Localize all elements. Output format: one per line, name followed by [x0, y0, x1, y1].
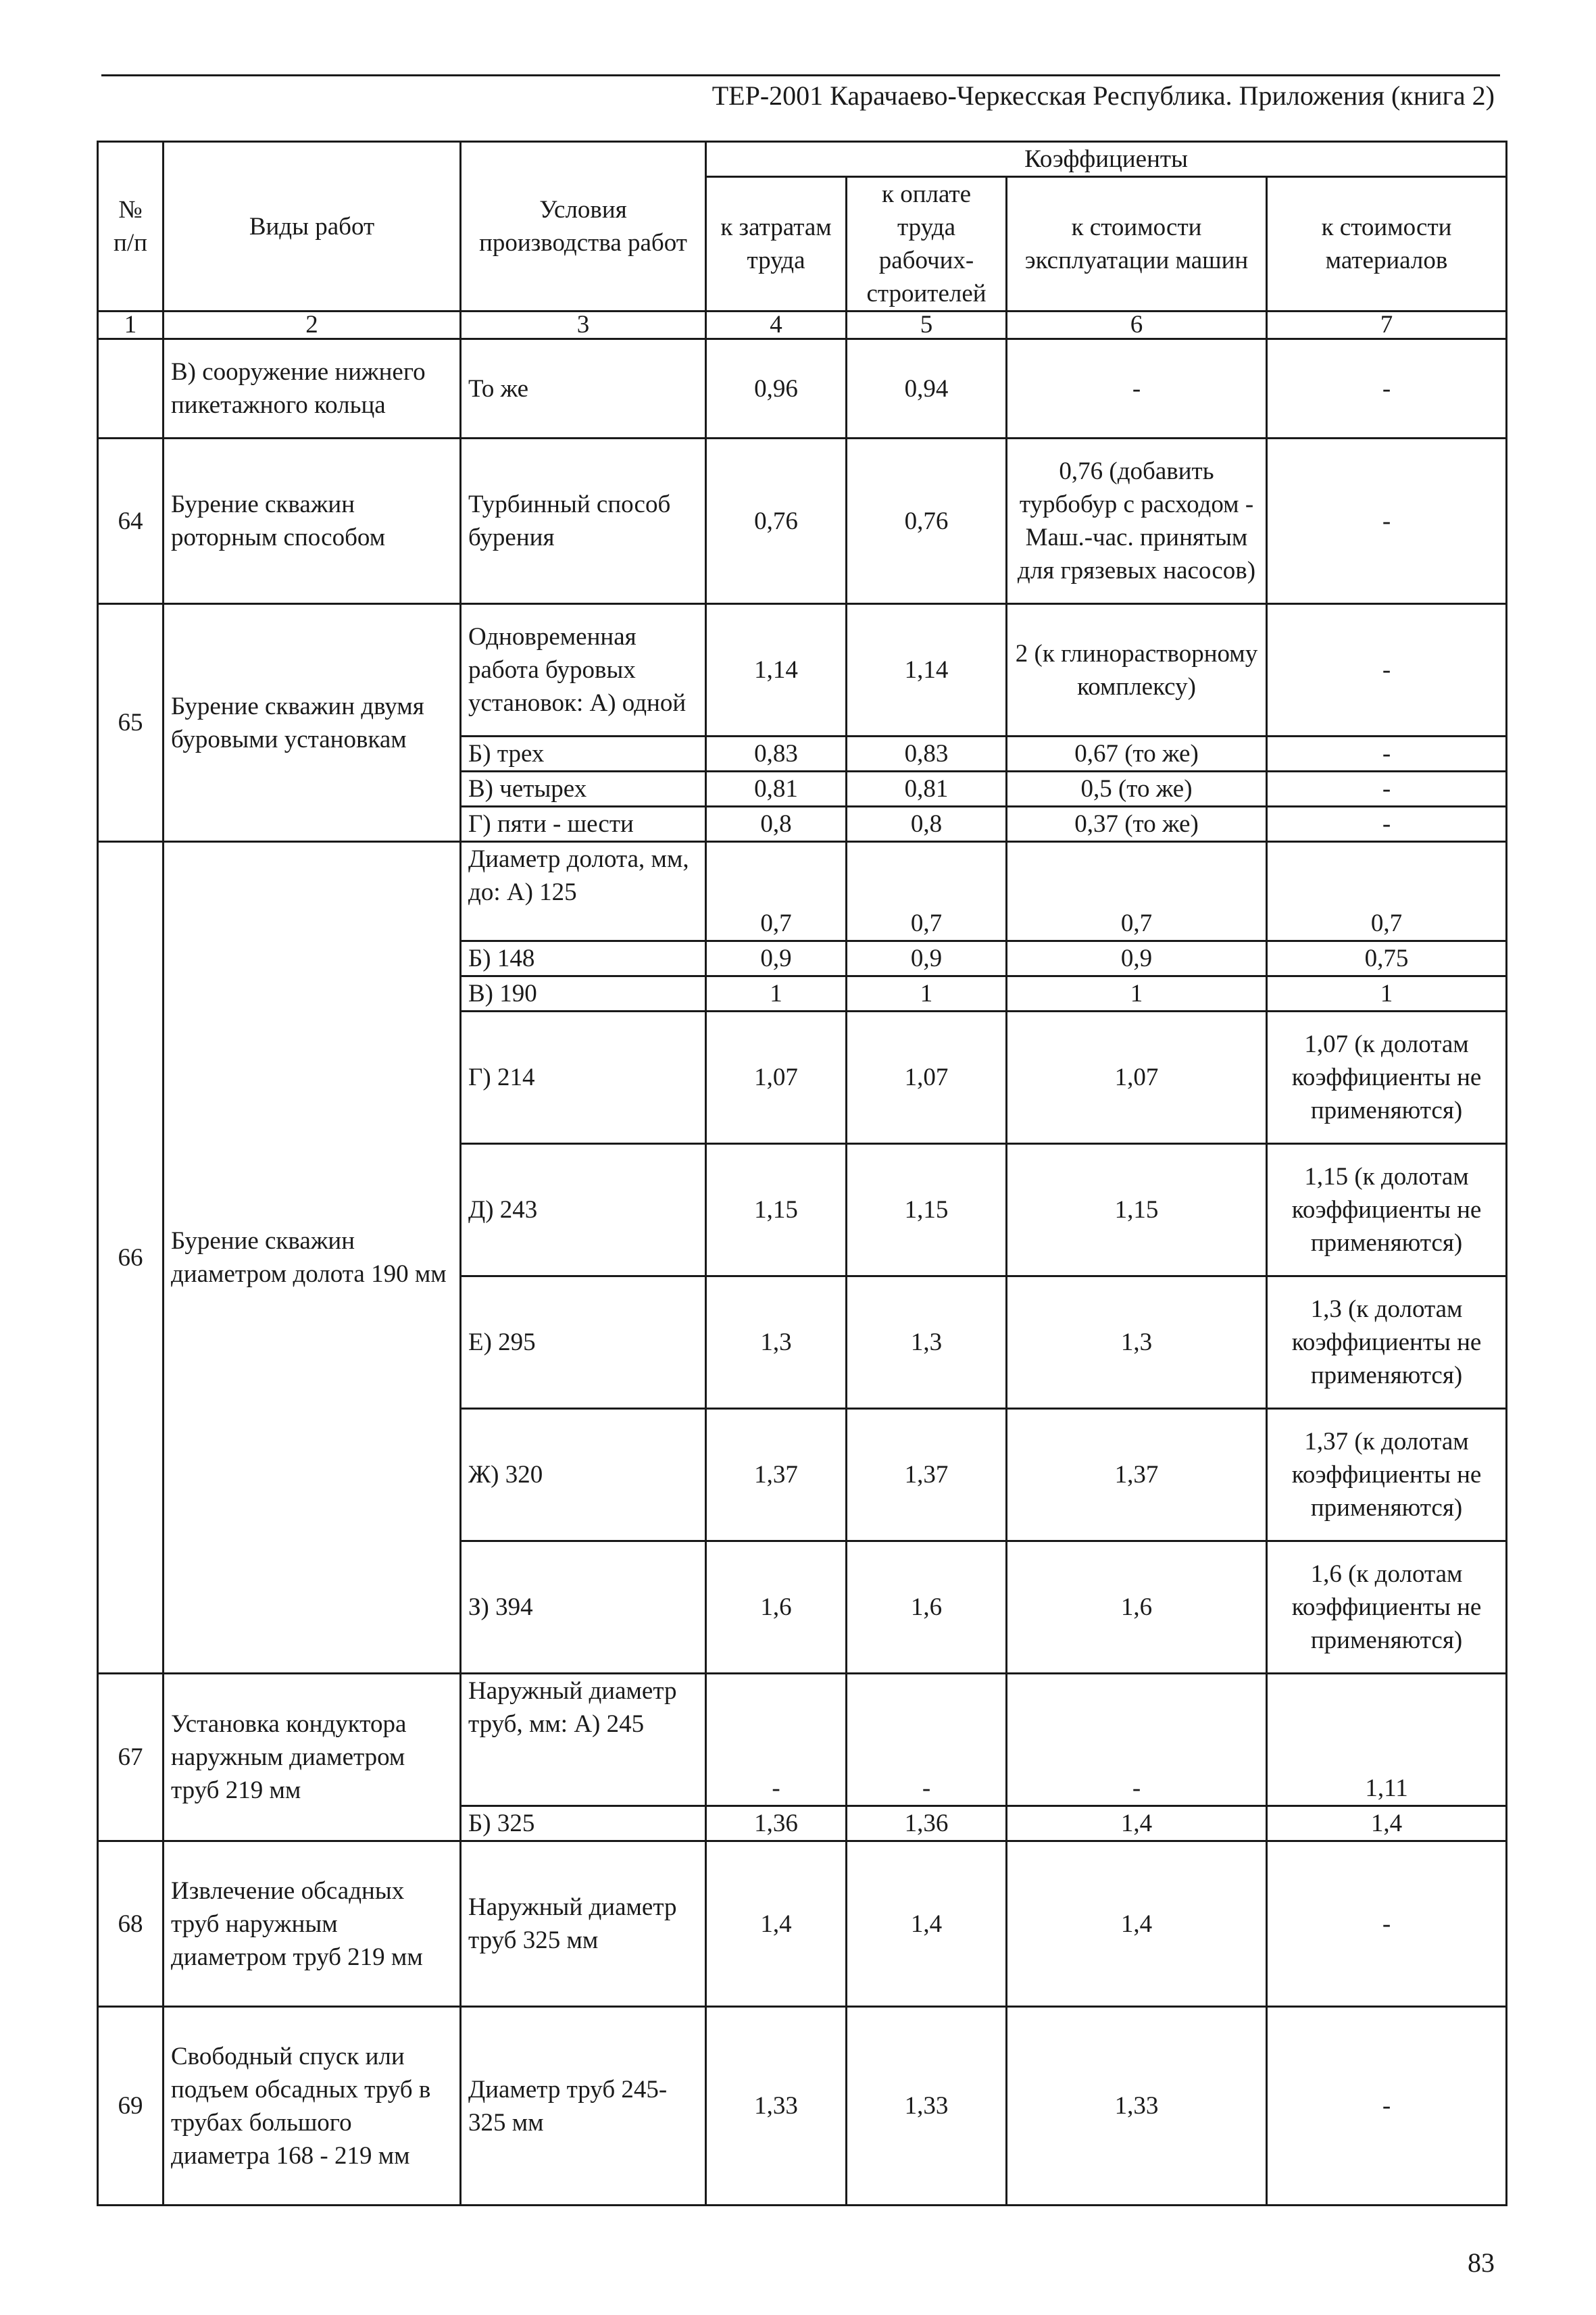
coef-wages: 0,76 [847, 439, 1007, 604]
header-rule [101, 74, 1500, 76]
work-type: Бурение скважин диаметром долота 190 мм [164, 842, 461, 1674]
coef-wages: 1,14 [847, 604, 1007, 737]
coef-wages: 1,3 [847, 1276, 1007, 1409]
header-row-1 [98, 142, 1507, 177]
table-row [98, 2007, 1507, 2206]
conditions: Ж) 320 [461, 1409, 706, 1541]
column-number-row [98, 312, 1507, 339]
coef-materials: 1,3 (к долотам коэффициенты не применяются) [1267, 1276, 1507, 1409]
conditions: Г) пяти - шести [461, 807, 706, 842]
work-type: В) сооружение нижнего пикетажного кольца [164, 339, 461, 439]
coef-labor: 1,15 [706, 1144, 847, 1276]
colnum: 6 [1007, 312, 1267, 339]
row-num: 69 [98, 2007, 164, 2206]
conditions: Д) 243 [461, 1144, 706, 1276]
work-type: Бурение скважин роторным способом [164, 439, 461, 604]
conditions: То же [461, 339, 706, 439]
work-type: Бурение скважин двумя буровыми установкам [164, 604, 461, 842]
coef-labor: 1,36 [706, 1806, 847, 1841]
coef-machines: 0,7 [1007, 842, 1267, 941]
coef-materials: 1 [1267, 976, 1507, 1012]
colnum: 5 [847, 312, 1007, 339]
header-num: № п/п [98, 142, 164, 312]
conditions: Турбинный способ бурения [461, 439, 706, 604]
coef-machines: 0,9 [1007, 941, 1267, 976]
coef-materials: - [1267, 439, 1507, 604]
coef-wages: 1,33 [847, 2007, 1007, 2206]
coef-materials: 1,37 (к долотам коэффициенты не применяются) [1267, 1409, 1507, 1541]
coef-wages: - [847, 1674, 1007, 1806]
coef-machines: 1,4 [1007, 1841, 1267, 2007]
colnum: 7 [1267, 312, 1507, 339]
conditions: Е) 295 [461, 1276, 706, 1409]
conditions: Б) трех [461, 737, 706, 772]
coef-wages: 0,8 [847, 807, 1007, 842]
conditions: Диаметр труб 245-325 мм [461, 2007, 706, 2206]
conditions: Г) 214 [461, 1012, 706, 1144]
coef-labor: 0,9 [706, 941, 847, 976]
coef-machines: 0,5 (то же) [1007, 772, 1267, 807]
row-num: 64 [98, 439, 164, 604]
coef-materials: - [1267, 737, 1507, 772]
coef-materials: 1,4 [1267, 1806, 1507, 1841]
table-row [98, 339, 1507, 439]
coef-materials: 0,75 [1267, 941, 1507, 976]
coef-wages: 1,37 [847, 1409, 1007, 1541]
coef-materials: 1,07 (к долотам коэффициенты не применяются) [1267, 1012, 1507, 1144]
conditions: В) четырех [461, 772, 706, 807]
coef-wages: 0,9 [847, 941, 1007, 976]
coef-machines: 1,3 [1007, 1276, 1267, 1409]
colnum: 1 [98, 312, 164, 339]
coef-machines: - [1007, 1674, 1267, 1806]
coef-wages: 0,83 [847, 737, 1007, 772]
coef-labor: - [706, 1674, 847, 1806]
conditions: Б) 325 [461, 1806, 706, 1841]
row-num [98, 339, 164, 439]
coef-labor: 1,6 [706, 1541, 847, 1674]
conditions: Наружный диаметр труб, мм: А) 245 [461, 1674, 706, 1806]
header-work-type: Виды работ [164, 142, 461, 312]
coef-wages: 1,07 [847, 1012, 1007, 1144]
coef-labor: 1,14 [706, 604, 847, 737]
coef-wages: 1,4 [847, 1841, 1007, 2007]
running-head: ТЕР-2001 Карачаево-Черкесская Республика. Приложения (книга 2) [712, 80, 1495, 111]
colnum: 4 [706, 312, 847, 339]
coef-machines: 1,4 [1007, 1806, 1267, 1841]
coef-materials: 1,6 (к долотам коэффициенты не применяются) [1267, 1541, 1507, 1674]
table-row [98, 439, 1507, 604]
table-row [98, 1674, 1507, 1806]
coef-materials: - [1267, 339, 1507, 439]
coef-labor: 1,33 [706, 2007, 847, 2206]
conditions: Диаметр долота, мм, до: А) 125 [461, 842, 706, 941]
coef-materials: 1,11 [1267, 1674, 1507, 1806]
row-num: 65 [98, 604, 164, 842]
coef-labor: 0,96 [706, 339, 847, 439]
coef-machines: - [1007, 339, 1267, 439]
coef-wages: 1,6 [847, 1541, 1007, 1674]
work-type: Извлечение обсадных труб наружным диаметром труб 219 мм [164, 1841, 461, 2007]
coef-machines: 2 (к глинорастворному комплексу) [1007, 604, 1267, 737]
work-type: Свободный спуск или подъем обсадных труб в трубах большого диаметра 168 - 219 мм [164, 2007, 461, 2206]
coef-materials: - [1267, 1841, 1507, 2007]
row-num: 66 [98, 842, 164, 1674]
coef-wages: 0,81 [847, 772, 1007, 807]
coef-labor: 0,81 [706, 772, 847, 807]
coef-machines: 1,33 [1007, 2007, 1267, 2206]
conditions: В) 190 [461, 976, 706, 1012]
table-row [98, 842, 1507, 941]
coef-machines: 1,6 [1007, 1541, 1267, 1674]
coef-machines: 1,15 [1007, 1144, 1267, 1276]
header-machine-cost: к стоимости эксплуатации машин [1007, 177, 1267, 312]
coef-materials: - [1267, 2007, 1507, 2206]
coef-labor: 0,83 [706, 737, 847, 772]
conditions: Б) 148 [461, 941, 706, 976]
coef-machines: 1 [1007, 976, 1267, 1012]
conditions: Наружный диаметр труб 325 мм [461, 1841, 706, 2007]
coefficients-table [97, 141, 1507, 2206]
coef-wages: 0,7 [847, 842, 1007, 941]
coef-labor: 1 [706, 976, 847, 1012]
coef-wages: 1,15 [847, 1144, 1007, 1276]
header-coefficients: Коэффициенты [706, 142, 1507, 177]
conditions: З) 394 [461, 1541, 706, 1674]
row-num: 68 [98, 1841, 164, 2007]
coef-wages: 1 [847, 976, 1007, 1012]
row-num: 67 [98, 1674, 164, 1841]
coef-labor: 1,37 [706, 1409, 847, 1541]
coef-wages: 1,36 [847, 1806, 1007, 1841]
header-conditions: Условия производства работ [461, 142, 706, 312]
colnum: 3 [461, 312, 706, 339]
coef-materials: - [1267, 807, 1507, 842]
coef-labor: 1,3 [706, 1276, 847, 1409]
coef-materials: - [1267, 604, 1507, 737]
table-row [98, 604, 1507, 737]
page-number: 83 [1468, 2247, 1495, 2278]
work-type: Установка кондуктора наружным диаметром труб 219 мм [164, 1674, 461, 1841]
coef-machines: 1,37 [1007, 1409, 1267, 1541]
coef-labor: 0,8 [706, 807, 847, 842]
coef-machines: 0,67 (то же) [1007, 737, 1267, 772]
coef-labor: 1,4 [706, 1841, 847, 2007]
coef-materials: - [1267, 772, 1507, 807]
header-labor-cost: к затратам труда [706, 177, 847, 312]
coef-materials: 0,7 [1267, 842, 1507, 941]
coef-labor: 0,7 [706, 842, 847, 941]
coef-wages: 0,94 [847, 339, 1007, 439]
table-row [98, 1841, 1507, 2007]
coef-materials: 1,15 (к долотам коэффициенты не применяются) [1267, 1144, 1507, 1276]
coef-machines: 1,07 [1007, 1012, 1267, 1144]
colnum: 2 [164, 312, 461, 339]
conditions: Одновременная работа буровых установок: А) одной [461, 604, 706, 737]
coef-labor: 1,07 [706, 1012, 847, 1144]
header-wages: к оплате труда рабочих-строителей [847, 177, 1007, 312]
coef-machines: 0,37 (то же) [1007, 807, 1267, 842]
header-materials-cost: к стоимости материалов [1267, 177, 1507, 312]
coef-machines: 0,76 (добавить турбобур с расходом - Маш.-час. принятым для грязевых насосов) [1007, 439, 1267, 604]
coef-labor: 0,76 [706, 439, 847, 604]
